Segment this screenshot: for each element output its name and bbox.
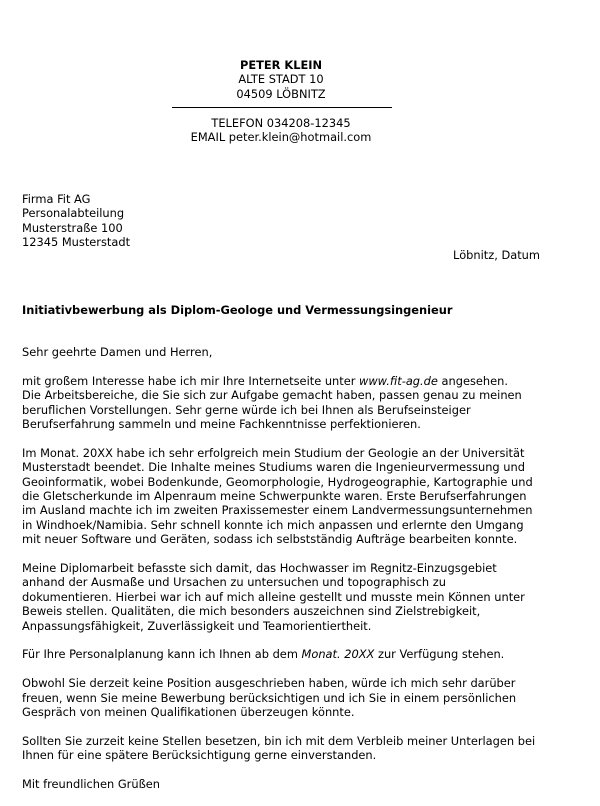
paragraph-line: beruflichen Vorstellungen. Sehr gerne würde ich bei Ihnen als Berufseinsteiger	[22, 402, 471, 417]
sender-phone: TELEFON 034208-12345	[211, 116, 351, 130]
availability-date: Monat. 20XX	[301, 647, 375, 662]
paragraph-line: mit neuer Software und Geräten, sodass ich selbstständig Aufträge bearbeiten konnte.	[22, 532, 518, 547]
letterhead-divider	[172, 107, 392, 108]
sender-city: 04509 LÖBNITZ	[236, 86, 326, 101]
text-segment: zur Verfügung stehen.	[374, 647, 505, 662]
paragraph-line: Gespräch von meinen Qualifikationen überzeugen könnte.	[22, 705, 355, 720]
recipient-company: Firma Fit AG	[22, 192, 91, 206]
paragraph-line: Meine Diplomarbeit befasste sich damit, das Hochwasser im Regnitz-Einzugsgebiet	[22, 561, 497, 576]
recipient-address	[22, 192, 130, 250]
paragraph-line: Berufserfahrung sammeln und meine Fachkenntnisse perfektionieren.	[22, 417, 421, 432]
paragraph-line: Geoinformatik, wobei Bodenkunde, Geomorphologie, Hydrogeographie, Kartographie und	[22, 474, 533, 489]
recipient-department: Personalabteilung	[22, 206, 125, 221]
salutation: Sehr geehrte Damen und Herren,	[22, 345, 213, 359]
paragraph-line: dokumentieren. Hierbei war ich auf mich alleine gestellt und musste mein Können unter	[22, 589, 525, 604]
paragraph-line: Sollten Sie zurzeit keine Stellen besetzen, bin ich mit dem Verbleib meiner Unterlagen bei	[22, 733, 536, 748]
recipient-city: 12345 Musterstadt	[22, 235, 131, 250]
paragraph-studies	[22, 446, 552, 547]
sender-email: EMAIL peter.klein@hotmail.com	[190, 130, 372, 145]
letter-body	[22, 345, 552, 806]
sender-street: ALTE STADT 10	[238, 72, 324, 87]
paragraph-line: im Ausland machte ich im zweiten Praxissemester einem Landvermessungsunternehmen	[22, 503, 533, 518]
text-segment: Für Ihre Personalplanung kann ich Ihnen ab dem	[22, 647, 302, 662]
paragraph-line: die Gletscherkunde im Alpenraum meine Schwerpunkte waren. Erste Berufserfahrungen	[22, 489, 527, 504]
paragraph-line: Im Monat. 20XX habe ich sehr erfolgreich mein Studium der Geologie an der Universität	[22, 445, 525, 460]
paragraph-line: Beweis stellen. Qualitäten, die mich besonders auszeichnen sind Zielstrebigkeit,	[22, 604, 481, 619]
paragraph-line: freuen, wenn Sie meine Bewerbung berücksichtigen und ich Sie in einem persönlichen	[22, 690, 517, 705]
place-date: Löbnitz, Datum	[453, 248, 540, 262]
paragraph-line	[22, 374, 508, 388]
text-segment: angesehen.	[437, 373, 508, 388]
paragraph-line: Die Arbeitsbereiche, die Sie sich zur Aufgabe gemacht haben, passen genau zu meinen	[22, 388, 522, 403]
paragraph-interview	[22, 676, 552, 719]
paragraph-line: in Windhoek/Namibia. Sehr schnell konnte ich mich anpassen und erlernte den Umgang	[22, 517, 524, 532]
sender-contact	[0, 116, 562, 145]
paragraph-line: anhand der Ausmaße und Ursachen zu untersuchen und topographisch zu	[22, 575, 446, 590]
paragraph-line: Anpassungsfähigkeit, Zuverlässigkeit und Teamorientiertheit.	[22, 618, 372, 633]
recipient-street: Musterstraße 100	[22, 220, 123, 235]
paragraph-line: Musterstadt beendet. Die Inhalte meines Studiums waren die Ingenieurvermessung und	[22, 460, 525, 475]
paragraph-interest	[22, 374, 552, 432]
paragraph-thesis	[22, 561, 552, 633]
paragraph-line: Obwohl Sie derzeit keine Position ausgeschrieben haben, würde ich mich sehr darüber	[22, 676, 516, 691]
sender-name: PETER KLEIN	[239, 58, 323, 72]
website-link[interactable]: www.fit-ag.de	[359, 373, 438, 388]
paragraph-documents	[22, 734, 552, 763]
text-segment: mit großem Interesse habe ich mir Ihre Internetseite unter	[22, 373, 360, 388]
paragraph-availability	[22, 647, 552, 661]
paragraph-line: Ihnen für eine spätere Berücksichtigung gerne einverstanden.	[22, 748, 377, 763]
letterhead	[0, 58, 562, 101]
subject-line: Initiativbewerbung als Diplom-Geologe und Vermessungsingenieur	[22, 303, 453, 317]
closing: Mit freundlichen Grüßen	[22, 777, 160, 792]
